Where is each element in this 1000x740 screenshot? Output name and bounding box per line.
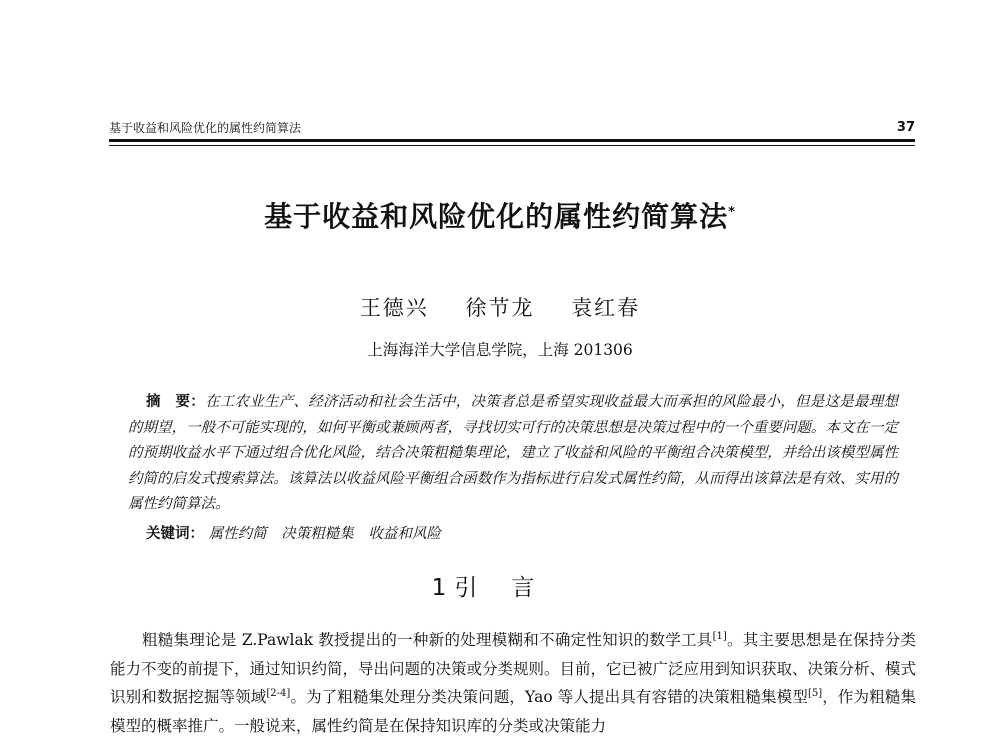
body-text — [110, 626, 916, 740]
p1-part-a: 粗糙集理论是 Z.Pawlak 教授提出的一种新的处理模糊和不确定性知识的数学工具 — [142, 631, 713, 649]
section-heading — [0, 571, 1000, 605]
author-1: 王德兴 — [359, 296, 429, 320]
author-2: 徐节龙 — [465, 296, 535, 320]
keyword-3: 收益和风险 — [368, 526, 441, 542]
abstract-text: 在工农业生产、经济活动和社会生活中，决策者总是希望实现收益最大而承担的风险最小，但是这是最理想的期望，一般不可能实现的，如何平衡或兼顾两者，寻找切实可行的决策思想是决策过程中的一个重要问题。本文在一定的预期收益水平下通过组合优化风险，结合决策粗糙集理论，建立了收益和风险的平衡组合决策模型，并给出该模型属性约简的启发式搜索算法。该算法以收益风险平衡组合函数作为指标进行启发式属性约简，从而得出该算法是有效、实用的属性约简算法。 — [128, 394, 898, 512]
author-3: 袁红春 — [571, 296, 641, 320]
keyword-2: 决策粗糙集 — [281, 526, 354, 542]
section-title: 引言 — [454, 575, 569, 601]
citation-3: [5] — [807, 688, 823, 699]
keywords-label: 关键词： — [146, 525, 204, 542]
title-footnote-mark: * — [728, 205, 736, 220]
author-list — [0, 293, 1000, 323]
p1-part-d: ，作为粗糙集模型的概率推广。一般说来，属性约简是在保持知识库的分类或决策能力 — [110, 688, 916, 735]
citation-2: [2-4] — [266, 688, 291, 699]
section-number: 1 — [431, 575, 447, 601]
keyword-1: 属性约简 — [208, 526, 267, 542]
p1-part-c: 。为了粗糙集处理分类决策问题，Yao 等人提出具有容错的决策粗糙集模型 — [290, 688, 808, 706]
paragraph-1 — [110, 626, 916, 740]
page-number: 37 — [896, 120, 915, 135]
running-header — [109, 118, 915, 138]
header-rule-thin — [109, 145, 915, 146]
keywords — [146, 521, 886, 547]
paper-title — [0, 197, 1000, 237]
affiliation: 上海海洋大学信息学院，上海 201306 — [367, 341, 633, 359]
p1-part-b: 。其主要思想是在保持分类能力不变的前提下，通过知识约简，导出问题的决策或分类规则。目前，它已被广泛应用到知识获取、决策分析、模式识别和数据挖掘等领域 — [110, 631, 917, 706]
paper-title-text: 基于收益和风险优化的属性约简算法 — [264, 200, 729, 233]
running-title: 基于收益和风险优化的属性约简算法 — [109, 121, 302, 135]
header-rule-thick — [109, 139, 915, 142]
abstract — [128, 389, 898, 518]
citation-1: [1] — [712, 631, 727, 642]
abstract-label: 摘 要： — [146, 393, 205, 410]
